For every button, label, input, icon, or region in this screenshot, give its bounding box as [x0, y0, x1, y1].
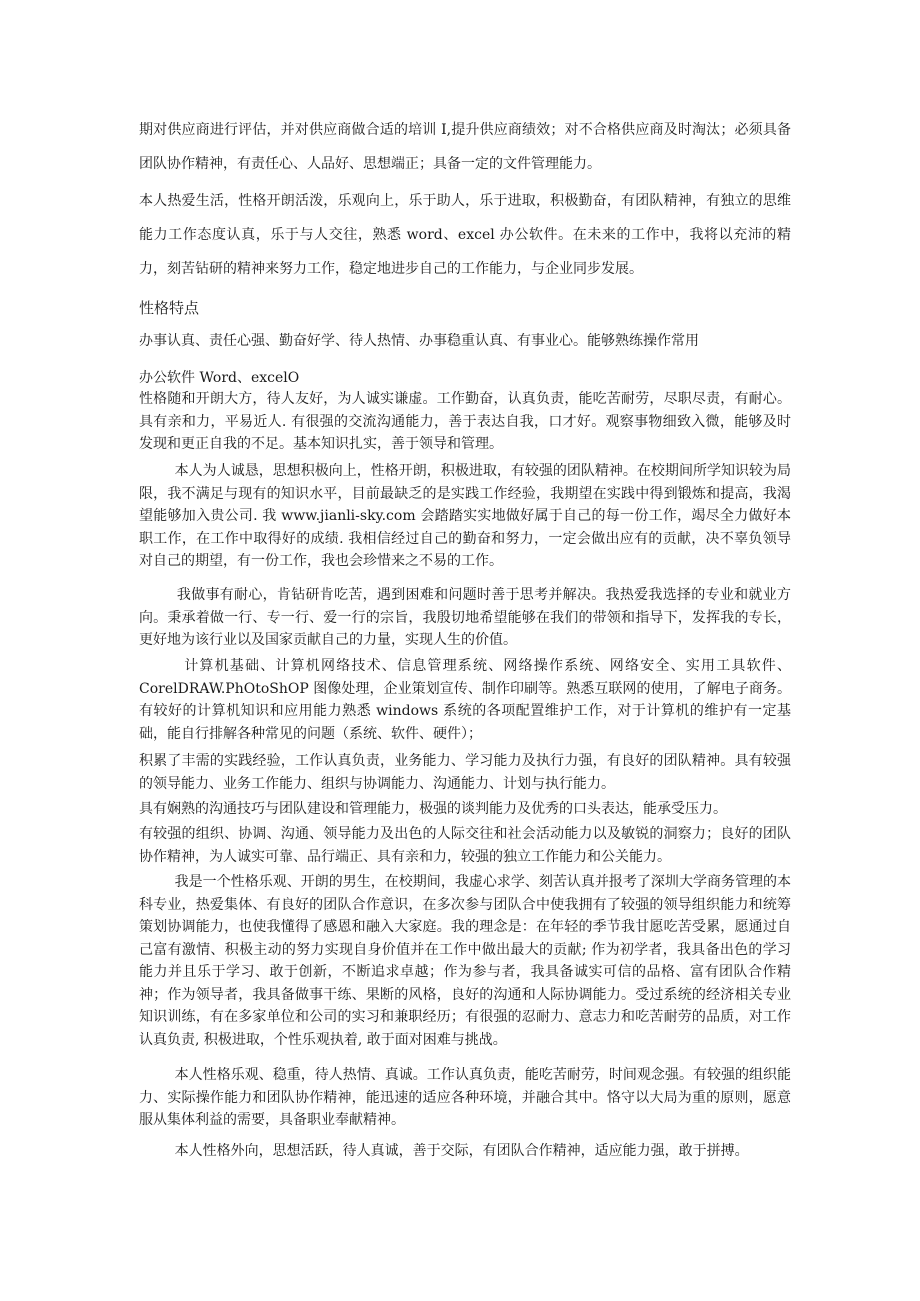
paragraph-experience: 积累了丰需的实践经验，工作认真负责，业务能力、学习能力及执行力强，有良好的团队精神。具有较强的领导能力、业务工作能力、组织与协调能力、沟通能力、计划与执行能力。: [139, 753, 791, 792]
paragraph-personality: 性格随和开朗大方，待人友好，为人诚实谦虚。工作勤奋，认真负责，能吃苦耐劳，尽职尽责，有耐心。具有亲和力，平易近人. 有很强的交流沟通能力，善于表达自我，口才好。观察事物细致入微，能够及时发现和更正自我的不足。基本知识扎实，善于领导和管理。: [139, 391, 791, 452]
section-heading-personality: 性格特点: [139, 299, 200, 317]
paragraph-patience: 我做事有耐心，肯钻研肯吃苦，遇到困难和问题时善于思考并解决。我热爱我选择的专业和就业方向。秉承着做一行、专一行、爱一行的宗旨，我殷切地希望能够在我们的带领和指导下，发挥我的专长，更好地为该行业以及国家贡献自己的力量，实现人生的价值。: [139, 587, 791, 648]
paragraph-self-intro: 本人热爱生活，性格开朗活泼，乐观向上，乐于助人，乐于进取，积极勤奋，有团队精神，有独立的思维能力工作态度认真，乐于与人交往，熟悉 word、excel 办公软件。在未来的工作中，我将以充沛的精力，刻苦钻研的精神来努力工作，稳定地进步自己的工作能力，与企业同步发展。: [139, 193, 791, 277]
paragraph-traits-line1: 办事认真、责任心强、勤奋好学、待人热情、办事稳重认真、有事业心。能够熟练操作常用: [139, 333, 699, 349]
paragraph-computer-skills: 计算机基础、计算机网络技术、信息管理系统、网络操作系统、网络安全、实用工具软件、CorelDRAW.PhOtoShOP 图像处理，企业策划宣传、制作印刷等。熟悉互联网的使用，了解电子商务。有较好的计算机知识和应用能力熟悉 windows 系统的各项配置维护工作，对于计算机的维护有一定基础，能自行排解各种常见的问题（系统、软件、硬件）；: [139, 658, 791, 742]
paragraph-organization: 有较强的组织、协调、沟通、领导能力及出色的人际交往和社会活动能力以及敏锐的洞察力；良好的团队协作精神，为人诚实可靠、品行端正、具有亲和力，较强的独立工作能力和公关能力。: [139, 826, 791, 865]
paragraph-outgoing: 本人性格外向，思想活跃，待人真诚，善于交际，有团队合作精神，适应能力强，敢于拼搏。: [139, 1143, 749, 1159]
paragraph-communication: 具有娴熟的沟通技巧与团队建设和管理能力，极强的谈判能力及优秀的口头表达，能承受压力。: [139, 801, 727, 817]
paragraph-traits-line2: 办公软件 Word、excelO: [139, 370, 300, 386]
paragraph-optimistic: 我是一个性格乐观、开朗的男生，在校期间，我虚心求学、刻苦认真并报考了深圳大学商务管理的本科专业，热爱集体、有良好的团队合作意识，在多次参与团队合中使我拥有了较强的领导组织能力和统筹策划协调能力，也使我懂得了感恩和融入大家庭。我的理念是：在年轻的季节我甘愿吃苦受累，愿通过自己富有激情、积极主动的努力实现自身价值并在工作中做出最大的贡献; 作为初学者，我具备出色的学习能力并且乐于学习、敢于创新，不断追求卓越；作为参与者，我具备诚实可信的品格、富有团队合作精神；作为领导者，我具备做事干练、果断的风格，良好的沟通和人际协调能力。受过系统的经济相关专业知识训练，有在多家单位和公司的实习和兼职经历；有很强的忍耐力、意志力和吃苦耐劳的品质，对工作认真负责, 积极进取，个性乐观执着, 敢于面对困难与挑战。: [139, 874, 791, 1048]
paragraph-sincere: 本人为人诚恳，思想积极向上，性格开朗，积极进取，有较强的团队精神。在校期间所学知识较为局限，我不满足与现有的知识水平，目前最缺乏的是实践工作经验，我期望在实践中得到锻炼和提高，我渴望能够加入贵公司. 我 www.jianli-sky.com 会踏踏实实地做好属于自己的每一份工作，竭尽全力做好本职工作，在工作中取得好的成绩. 我相信经过自己的勤奋和努力，一定会做出应有的贡献，决不辜负领导对自己的期望，有一份工作，我也会珍惜来之不易的工作。: [139, 463, 791, 569]
paragraph-supplier-evaluation: 期对供应商进行评估，并对供应商做合适的培训 I,提升供应商绩效；对不合格供应商及时淘汰；必须具备团队协作精神，有责任心、人品好、思想端正；具备一定的文件管理能力。: [139, 122, 791, 172]
paragraph-steady: 本人性格乐观、稳重，待人热情、真诚。工作认真负责，能吃苦耐劳，时间观念强。有较强的组织能力、实际操作能力和团队协作精神，能迅速的适应各种环境，并融合其中。恪守以大局为重的原则，愿意服从集体利益的需要，具备职业奉献精神。: [139, 1067, 791, 1128]
